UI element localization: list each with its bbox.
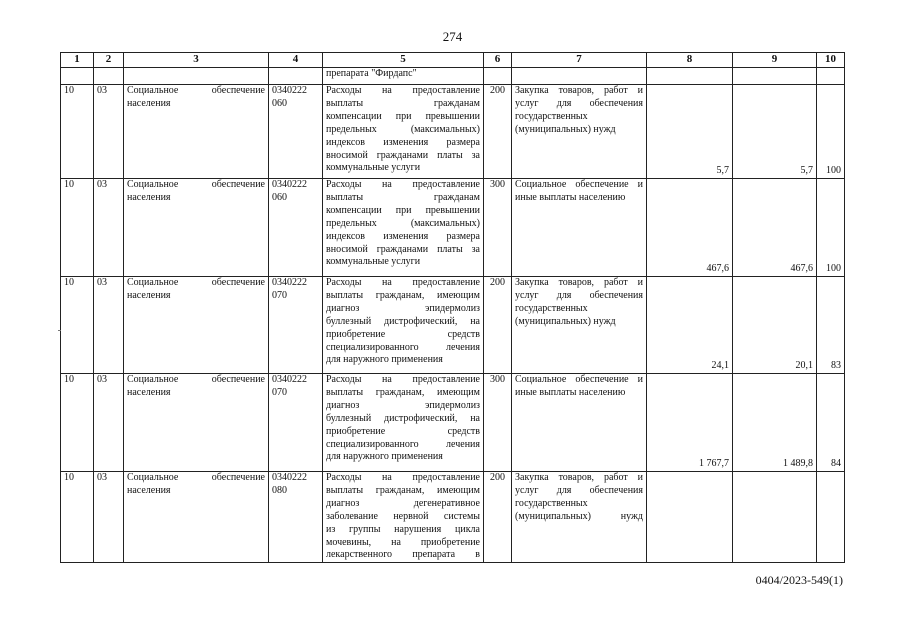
section-cell: 10: [61, 472, 94, 563]
desc-line: специализированного лечения: [326, 341, 480, 353]
name-line: населения: [127, 484, 171, 496]
plan-value-cell: 5,7: [647, 85, 733, 179]
subsection-cell: 03: [94, 179, 124, 277]
exp-line: Закупка товаров, работ и: [515, 85, 643, 96]
desc-line: буллезный дистрофический, на: [326, 412, 480, 424]
desc-line: лекарственного препарата в: [326, 549, 480, 561]
column-header: 10: [817, 53, 845, 68]
desc-line: выплаты гражданам, имеющим: [326, 484, 480, 496]
name-line: Социальное обеспечение: [127, 472, 265, 483]
header-row: [61, 53, 845, 68]
exp-line: государственных: [515, 497, 588, 509]
target-code-cell: [269, 374, 323, 472]
percent-cell: 100: [817, 85, 845, 179]
desc-line: приобретение средств: [326, 425, 480, 437]
continuation-text: препарата "Фирдапс": [323, 68, 484, 85]
plan-value-cell: 1 767,7: [647, 374, 733, 472]
column-header: 6: [484, 53, 512, 68]
desc-line: приобретение средств: [326, 328, 480, 340]
section-name-cell: [124, 179, 269, 277]
exp-line: (муниципальных) нужд: [515, 315, 616, 327]
expense-type-name-cell: [512, 472, 647, 563]
target-code-cell: [269, 179, 323, 277]
exp-line: Закупка товаров, работ и: [515, 472, 643, 483]
plan-value-cell: [647, 472, 733, 563]
name-line: Социальное обеспечение: [127, 277, 265, 288]
table-row: [61, 374, 845, 472]
desc-line: выплаты гражданам, имеющим: [326, 289, 480, 301]
target-code-cell: [269, 85, 323, 179]
expense-type-code-cell: 200: [484, 85, 512, 179]
desc-line: мочевины, на приобретение: [326, 536, 480, 548]
section-name-cell: [124, 374, 269, 472]
desc-line: предельных (максимальных): [326, 217, 480, 229]
desc-line: диагноз дегенеративное: [326, 497, 480, 509]
expense-type-name-cell: [512, 85, 647, 179]
plan-value-cell: 467,6: [647, 179, 733, 277]
name-line: Социальное обеспечение: [127, 374, 265, 385]
expense-type-name-cell: [512, 179, 647, 277]
fact-value-cell: 467,6: [733, 179, 817, 277]
table-row: [61, 85, 845, 179]
desc-line: из группы нарушения цикла: [326, 523, 480, 535]
code-line: 070: [272, 386, 287, 398]
desc-line: Расходы на предоставление: [326, 374, 480, 385]
page-number: 274: [442, 29, 463, 44]
table-row: [61, 179, 845, 277]
expense-type-code-cell: 300: [484, 374, 512, 472]
expense-type-name-cell: [512, 374, 647, 472]
name-line: населения: [127, 386, 171, 398]
column-header: 2: [94, 53, 124, 68]
code-line: 0340222: [272, 85, 307, 96]
section-cell: 10: [61, 179, 94, 277]
exp-line: иные выплаты населению: [515, 386, 626, 398]
desc-line: специализированного лечения: [326, 438, 480, 450]
desc-line: для наружного применения: [326, 451, 443, 463]
column-header: 4: [269, 53, 323, 68]
expense-type-code-cell: 300: [484, 179, 512, 277]
target-code-cell: [269, 472, 323, 563]
column-header: 1: [61, 53, 94, 68]
fact-value-cell: 1 489,8: [733, 374, 817, 472]
exp-line: услуг для обеспечения: [515, 484, 643, 496]
percent-cell: 84: [817, 374, 845, 472]
name-line: населения: [127, 191, 171, 203]
desc-line: вносимой гражданами платы за: [326, 149, 480, 161]
desc-line: диагноз эпидермолиз: [326, 399, 480, 411]
budget-table: [60, 52, 845, 563]
exp-line: государственных: [515, 110, 588, 122]
desc-line: Расходы на предоставление: [326, 472, 480, 483]
desc-line: коммунальные услуги: [326, 256, 421, 268]
exp-line: (муниципальных) нужд: [515, 510, 643, 522]
exp-line: услуг для обеспечения: [515, 289, 643, 301]
desc-line: Расходы на предоставление: [326, 85, 480, 96]
column-header: 7: [512, 53, 647, 68]
name-line: Социальное обеспечение: [127, 85, 265, 96]
code-line: 060: [272, 97, 287, 109]
code-line: 0340222: [272, 277, 307, 288]
desc-line: предельных (максимальных): [326, 123, 480, 135]
section-name-cell: [124, 85, 269, 179]
desc-line: для наружного применения: [326, 354, 443, 366]
desc-line: коммунальные услуги: [326, 162, 421, 174]
column-header: 8: [647, 53, 733, 68]
subsection-cell: 03: [94, 374, 124, 472]
desc-line: выплаты гражданам: [326, 191, 480, 203]
description-cell: [323, 277, 484, 374]
percent-cell: 100: [817, 179, 845, 277]
fact-value-cell: [733, 472, 817, 563]
subsection-cell: 03: [94, 85, 124, 179]
scan-artifact: [58, 330, 61, 331]
exp-line: Социальное обеспечение и: [515, 374, 643, 385]
desc-line: компенсации при превышении: [326, 110, 480, 122]
desc-line: вносимой гражданами платы за: [326, 243, 480, 255]
fact-value-cell: 20,1: [733, 277, 817, 374]
column-header: 9: [733, 53, 817, 68]
exp-line: иные выплаты населению: [515, 191, 626, 203]
column-header: 3: [124, 53, 269, 68]
description-cell: [323, 85, 484, 179]
document-code: 0404/2023-549(1): [755, 573, 843, 587]
target-code-cell: [269, 277, 323, 374]
desc-line: выплаты гражданам: [326, 97, 480, 109]
desc-line: буллезный дистрофический, на: [326, 315, 480, 327]
desc-line: Расходы на предоставление: [326, 179, 480, 190]
name-line: Социальное обеспечение: [127, 179, 265, 190]
section-name-cell: [124, 472, 269, 563]
section-name-cell: [124, 277, 269, 374]
desc-line: индексов изменения размера: [326, 136, 480, 148]
expense-type-code-cell: 200: [484, 472, 512, 563]
fact-value-cell: 5,7: [733, 85, 817, 179]
code-line: 070: [272, 289, 287, 301]
code-line: 060: [272, 191, 287, 203]
desc-line: Расходы на предоставление: [326, 277, 480, 288]
desc-line: компенсации при превышении: [326, 204, 480, 216]
exp-line: государственных: [515, 302, 588, 314]
description-cell: [323, 472, 484, 563]
desc-line: диагноз эпидермолиз: [326, 302, 480, 314]
expense-type-code-cell: 200: [484, 277, 512, 374]
column-header: 5: [323, 53, 484, 68]
desc-line: заболевание нервной системы: [326, 510, 480, 522]
continuation-row: [61, 68, 845, 85]
plan-value-cell: 24,1: [647, 277, 733, 374]
subsection-cell: 03: [94, 277, 124, 374]
description-cell: [323, 374, 484, 472]
section-cell: 10: [61, 374, 94, 472]
exp-line: Закупка товаров, работ и: [515, 277, 643, 288]
expense-type-name-cell: [512, 277, 647, 374]
section-cell: 10: [61, 85, 94, 179]
section-cell: 10: [61, 277, 94, 374]
description-cell: [323, 179, 484, 277]
percent-cell: [817, 472, 845, 563]
code-line: 0340222: [272, 374, 307, 385]
desc-line: выплаты гражданам, имеющим: [326, 386, 480, 398]
subsection-cell: 03: [94, 472, 124, 563]
exp-line: (муниципальных) нужд: [515, 123, 616, 135]
table-row: [61, 277, 845, 374]
desc-line: индексов изменения размера: [326, 230, 480, 242]
percent-cell: 83: [817, 277, 845, 374]
exp-line: Социальное обеспечение и: [515, 179, 643, 190]
name-line: населения: [127, 289, 171, 301]
name-line: населения: [127, 97, 171, 109]
table-row: [61, 472, 845, 563]
code-line: 0340222: [272, 179, 307, 190]
exp-line: услуг для обеспечения: [515, 97, 643, 109]
code-line: 080: [272, 484, 287, 496]
code-line: 0340222: [272, 472, 307, 483]
